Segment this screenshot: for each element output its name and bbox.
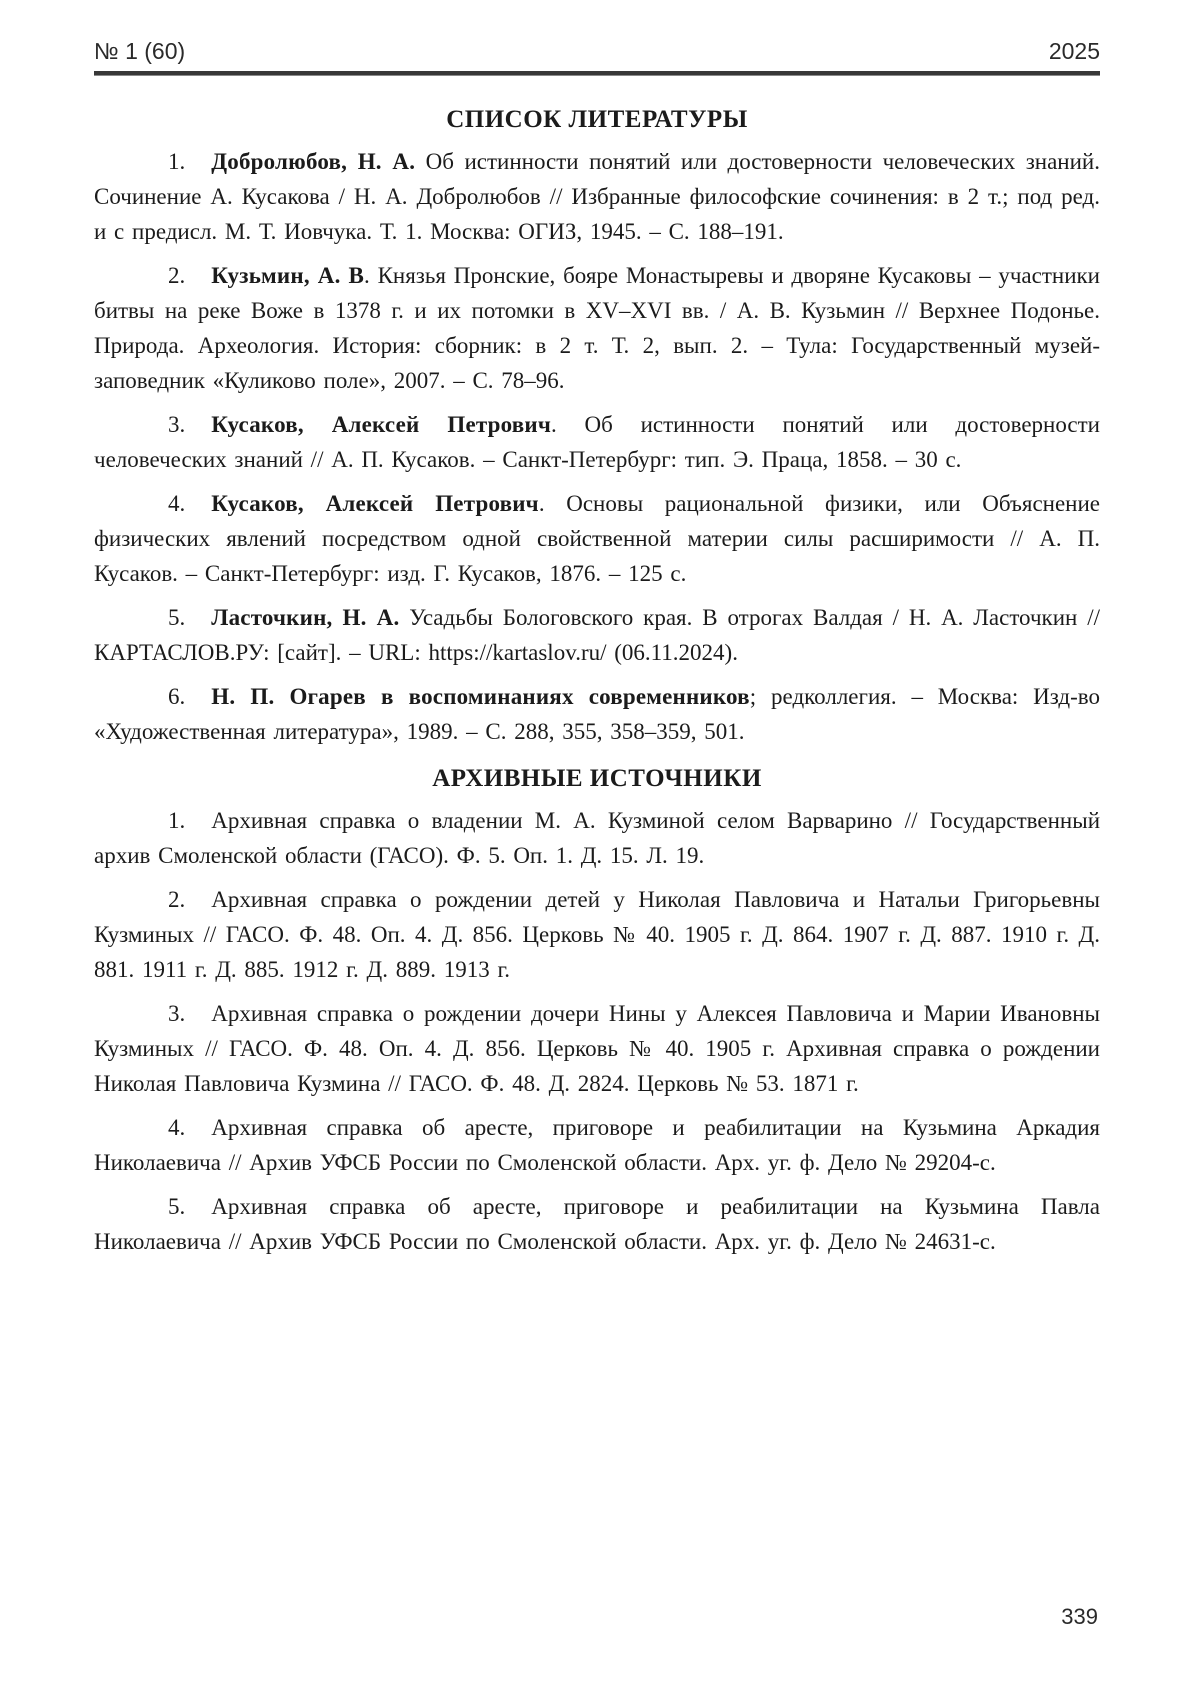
bibliography-entry-4 (94, 486, 1100, 591)
entry-number: 2. (168, 887, 186, 912)
entry-author: Кусаков, Алексей Петрович (211, 412, 552, 437)
entry-text: Архивная справка о рождении детей у Николая Павловича и Натальи Григорьевны Кузминых // ГАСО. Ф. 48. Оп. 4. Д. 856. Церковь № 40. 1905 г. Д. 864. 1907 г. Д. 887. 1910 г. Д. 881. 1911 г. Д. 885. 1912 г. Д. 889. 1913 г. (94, 887, 1100, 982)
bibliography-entry-1 (94, 144, 1100, 249)
entry-author: Н. П. Огарев в воспоминаниях современников (211, 684, 750, 709)
page-header (94, 38, 1100, 64)
entry-text: . Князья Пронские, бояре Монастыревы и дворяне Кусаковы – участники битвы на реке Воже в 1378 г. и их потомки в XV–XVI вв. / А. В. Кузьмин // Верхнее Подонье. Природа. Археология. История: сборник: в 2 т. Т. 2, вып. 2. – Тула: Государственный музей-заповедник «Куликово поле», 2007. – С. 78–96. (94, 263, 1100, 393)
entry-number: 4. (168, 1115, 186, 1140)
entry-number: 3. (168, 1001, 186, 1026)
entry-text: Архивная справка об аресте, приговоре и реабилитации на Кузьмина Аркадия Николаевича // Архив УФСБ России по Смоленской области. Арх. уг. ф. Дело № 29204-с. (94, 1115, 1100, 1175)
bibliography-entry-5 (94, 600, 1100, 670)
archival-entry-1 (94, 803, 1100, 873)
entry-number: 3. (168, 412, 186, 437)
issue-number: № 1 (60) (94, 38, 186, 64)
entry-author: Добролюбов, Н. А. (211, 149, 416, 174)
entry-number: 6. (168, 684, 186, 709)
header-rule (94, 71, 1100, 76)
entry-text: ; редколлегия. – Москва: Изд-во «Художественная литература», 1989. – С. 288, 355, 358–359, 501. (94, 684, 1100, 744)
archival-entry-5 (94, 1189, 1100, 1259)
bibliography-entry-2 (94, 258, 1100, 398)
entry-number: 5. (168, 1194, 186, 1219)
entry-author: Ласточкин, Н. А. (211, 605, 400, 630)
entry-author: Кузьмин, А. В (211, 263, 365, 288)
entry-text: Архивная справка об аресте, приговоре и реабилитации на Кузьмина Павла Николаевича // Архив УФСБ России по Смоленской области. Арх. уг. ф. Дело № 24631-с. (94, 1194, 1100, 1254)
page-number: 339 (1061, 1604, 1098, 1629)
entry-author: Кусаков, Алексей Петрович (211, 491, 539, 516)
entry-number: 1. (168, 808, 186, 833)
section-title-literature: СПИСОК ЛИТЕРАТУРЫ (446, 106, 748, 133)
section-title-archival: АРХИВНЫЕ ИСТОЧНИКИ (432, 765, 762, 792)
entry-number: 5. (168, 605, 186, 630)
entry-text: Архивная справка о рождении дочери Нины у Алексея Павловича и Марии Ивановны Кузминых // ГАСО. Ф. 48. Оп. 4. Д. 856. Церковь № 40. 1905 г. Архивная справка о рождении Николая Павловича Кузмина // ГАСО. Ф. 48. Д. 2824. Церковь № 53. 1871 г. (94, 1001, 1100, 1096)
archival-entry-3 (94, 996, 1100, 1101)
entry-number: 4. (168, 491, 186, 516)
entry-number: 2. (168, 263, 186, 288)
entry-number: 1. (168, 149, 186, 174)
entry-text: Архивная справка о владении М. А. Кузминой селом Варварино // Государственный архив Смоленской области (ГАСО). Ф. 5. Оп. 1. Д. 15. Л. 19. (94, 808, 1100, 868)
archival-entry-4 (94, 1110, 1100, 1180)
bibliography-entry-3 (94, 407, 1100, 477)
entry-text: Усадьбы Бологовского края. В отрогах Валдая / Н. А. Ласточкин // КАРТАСЛОВ.РУ: [сайт]. – URL: https://kartaslov.ru/ (06.11.2024). (94, 605, 1100, 665)
archival-entry-2 (94, 882, 1100, 987)
bibliography-entry-6 (94, 679, 1100, 749)
entry-text: Об истинности понятий или достоверности человеческих знаний. Сочинение А. Кусакова / Н. А. Добролюбов // Избранные философские сочинения: в 2 т.; под ред. и с предисл. М. Т. Иовчука. Т. 1. Москва: ОГИЗ, 1945. – С. 188–191. (94, 149, 1100, 244)
year-label: 2025 (1048, 38, 1100, 64)
entry-text: . Основы рациональной физики, или Объяснение физических явлений посредством одной свойственной материи силы расширимости // А. П. Кусаков. – Санкт-Петербург: изд. Г. Кусаков, 1876. – 125 с. (94, 491, 1101, 586)
entry-text: . Об истинности понятий или достоверности человеческих знаний // А. П. Кусаков. – Санкт-Петербург: тип. Э. Праца, 1858. – 30 с. (94, 412, 1100, 472)
